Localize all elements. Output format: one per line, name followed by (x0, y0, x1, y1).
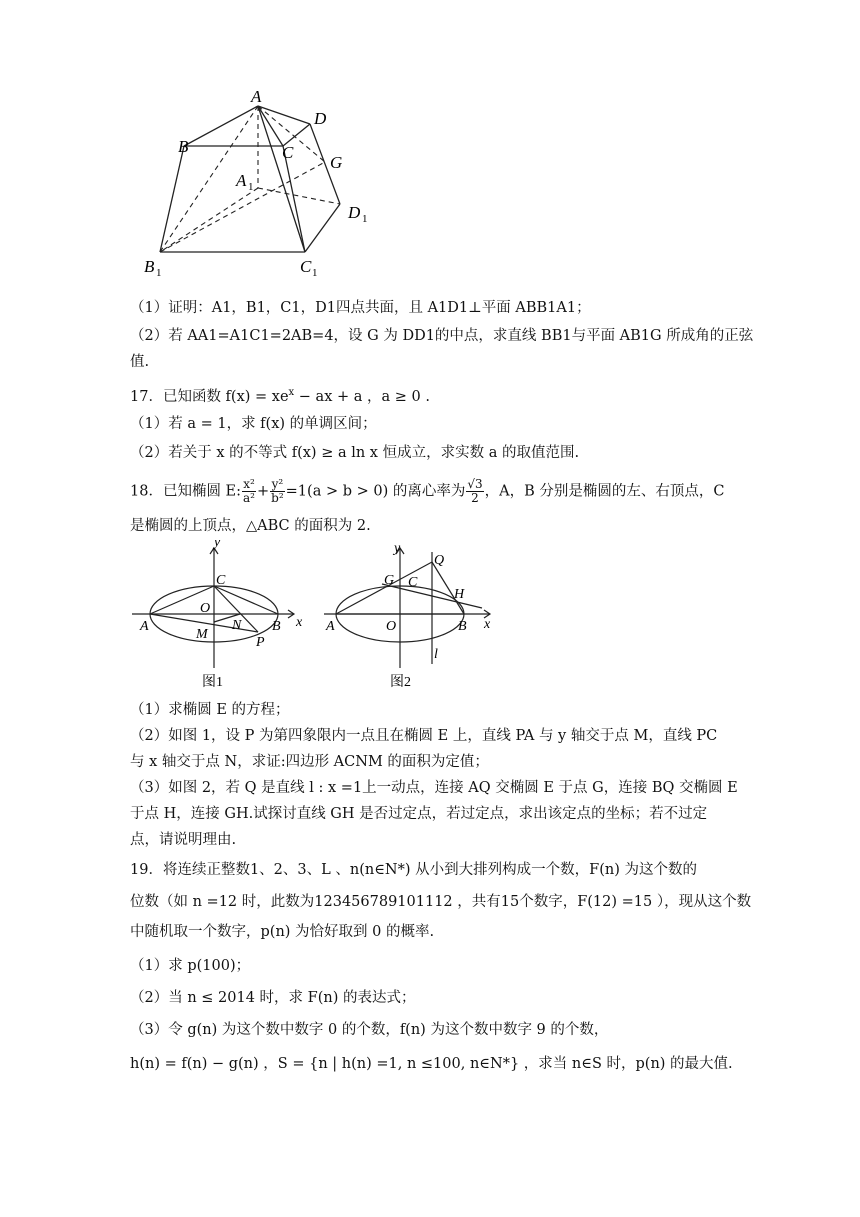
label-A1-sub: 1 (248, 181, 254, 193)
label-C1: C (300, 257, 312, 276)
fig2-label-C: C (408, 575, 418, 590)
label-D1: D (348, 203, 361, 222)
q18-part3c: 点，请说明理由. (130, 832, 237, 848)
q18-stem: 18．已知椭圆 E: $\frac{\text{x²}}{\text{a²}}$ + $\frac{\text{y²}}{\text{b²}}$ =1(a > b > 0) 的离心率为 $\frac{√3}{2}$ ，A，B 分别是椭圆的左、右顶点，C (130, 477, 725, 505)
fig2-caption: 图2 (390, 675, 411, 690)
fig2-label-G: G (384, 573, 395, 588)
q19-line2: 位数（如 n =12 时，此数为123456789101112 ，共有15个数字，F(12) =15 ），现从这个数 (130, 894, 752, 910)
q18-part3b: 于点 H，连接 GH.试探讨直线 GH 是否过定点，若过定点，求出该定点的坐标；若不过定 (130, 806, 708, 822)
fig1-label-y: y (214, 540, 221, 550)
q19-line1: 19．将连续正整数1、2、3、L 、n(n∈N*) 从小到大排列构成一个数，F(n) 为这个数的 (130, 862, 697, 878)
figure-frustum (140, 82, 380, 282)
fig1-label-M: M (196, 627, 208, 642)
frustum-svg (140, 82, 380, 282)
q18-part3a: （3）如图 2，若 Q 是直线 l : x =1上一动点，连接 AQ 交椭圆 E 于点 G，连接 BQ 交椭圆 E (130, 780, 738, 796)
fig1-label-P: P (256, 635, 265, 650)
fig2-label-B: B (458, 619, 467, 634)
figure-ellipses (128, 540, 508, 695)
fig1-label-O: O (200, 601, 211, 616)
label-D1-sub: 1 (362, 213, 368, 225)
q16-part2b: 值. (130, 354, 150, 370)
q18-stem-b: =1(a > b > 0) 的离心率为 (285, 483, 466, 500)
label-B1: B (144, 257, 155, 276)
fig1-label-B: B (272, 619, 281, 634)
q18-stem-d: 是椭圆的上顶点，△ABC 的面积为 2. (130, 518, 371, 534)
fig2-label-H: H (454, 587, 465, 602)
fig1-label-N: N (232, 618, 242, 633)
frac-y2-b2: $\frac{\text{y²}}{\text{b²}}$ (271, 477, 284, 505)
fig1-caption: 图1 (202, 675, 223, 690)
fig2-label-Q: Q (434, 553, 445, 568)
q19-part3b: h(n) = f(n) − g(n) ，S = {n | h(n) =1, n ≤100, n∈N*} ，求当 n∈S 时，p(n) 的最大值. (130, 1056, 733, 1072)
label-B1-sub: 1 (156, 267, 162, 279)
q18-part1: （1）求椭圆 E 的方程； (130, 702, 290, 718)
q18-stem-c: ，A，B 分别是椭圆的左、右顶点，C (484, 483, 725, 500)
ellipses-svg (128, 540, 508, 695)
q19-line3: 中随机取一个数字，p(n) 为恰好取到 0 的概率. (130, 924, 435, 940)
q19-part2: （2）当 n ≤ 2014 时，求 F(n) 的表达式； (130, 990, 416, 1006)
q17-stem (130, 383, 430, 407)
label-B: B (178, 137, 189, 156)
q19-part1: （1）求 p(100)； (130, 958, 251, 974)
q16-part1: （1）证明：A1，B1，C1，D1四点共面，且 A1D1⊥平面 ABB1A1； (130, 300, 591, 316)
fig2-label-O: O (386, 619, 397, 634)
frac-eccentricity: $\frac{√3}{2}$ (467, 477, 483, 505)
label-A: A (251, 87, 262, 106)
fig2-label-y: y (394, 541, 401, 556)
q18-part2b: 与 x 轴交于点 N，求证:四边形 ACNM 的面积为定值； (130, 754, 489, 770)
fig2-label-A: A (326, 619, 335, 634)
q17-part2: （2）若关于 x 的不等式 f(x) ≥ a ln x 恒成立，求实数 a 的取值范围. (130, 445, 580, 461)
q17-stem-sup: x (288, 387, 295, 398)
fig1-label-C: C (216, 573, 226, 588)
fig1-label-A: A (140, 619, 149, 634)
frac-x2-a2: $\frac{\text{x²}}{\text{a²}}$ (243, 477, 255, 505)
q17-stem-main: 17．已知函数 f(x) = xe (130, 389, 289, 405)
q18-stem-a: 18．已知椭圆 E: (130, 483, 242, 500)
fig2-label-l: l (434, 647, 438, 662)
q19-part3a: （3）令 g(n) 为这个数中数字 0 的个数，f(n) 为这个数中数字 9 的个数， (130, 1022, 609, 1038)
q16-part2a: （2）若 AA1=A1C1=2AB=4，设 G 为 DD1的中点，求直线 BB1与平面 AB1G 所成角的正弦 (130, 328, 754, 344)
label-G: G (330, 153, 343, 172)
q17-part1: （1）若 a = 1，求 f(x) 的单调区间； (130, 416, 377, 432)
label-D: D (314, 109, 327, 128)
fig2-label-x: x (484, 617, 491, 632)
label-C: C (282, 143, 294, 162)
label-C1-sub: 1 (312, 267, 318, 279)
q17-stem-rest: − ax + a ，a ≥ 0 . (294, 389, 430, 405)
fig1-label-x: x (296, 615, 303, 630)
q18-part2a: （2）如图 1，设 P 为第四象限内一点且在椭圆 E 上，直线 PA 与 y 轴交于点 M，直线 PC (130, 728, 718, 744)
label-A1: A (236, 171, 247, 190)
